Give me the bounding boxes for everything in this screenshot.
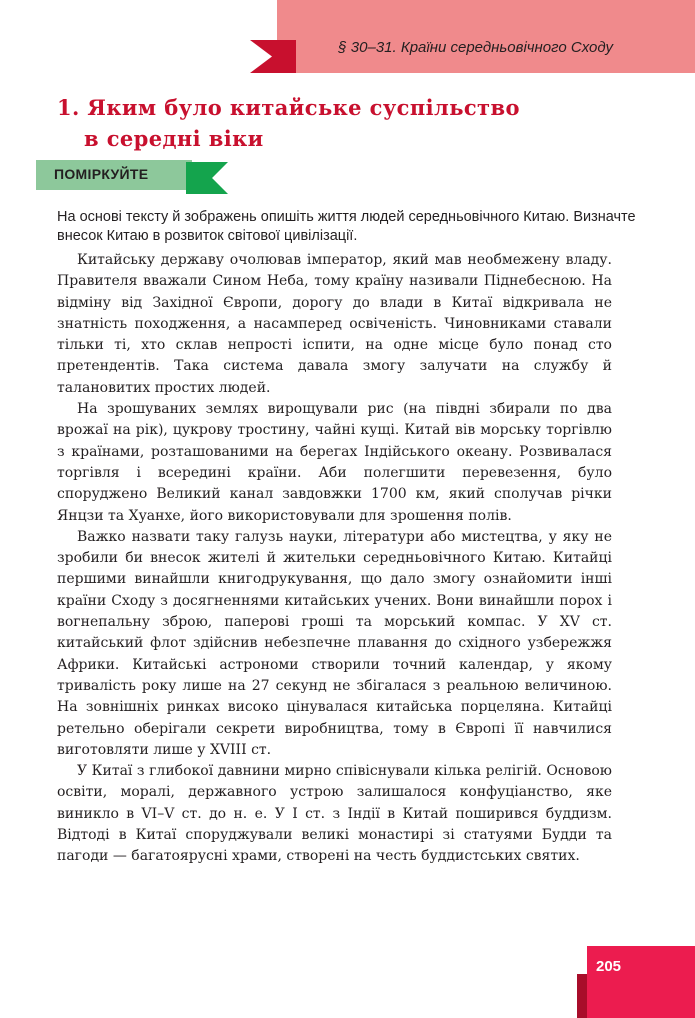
paragraph: Важко назвати таку галузь науки, літератури або мистецтва, у яку не зробили би внесок жителі й жительки середньовічного Китаю. Китайці першими винайшли книгодрукування, що дало змогу ознайомити інші країни Сходу з досягненнями китайських учених. Вони винайшли порох і вогнепальну зброю, паперові гроші та морський компас. У XV ст. китайський флот здійснив небезпечне плавання до східного узбережжя Африки. Китайські астрономи створили точний календар, у якому тривалість року лише на 27 секунд не збігалася з реальною величиною. На зовнішніх ринках високо цінувалася китайська порцеляна. Китайці ретельно оберігали секрети виробництва, тому в Європі її навчилися виготовляти лише у XVIII ст. <box>57 528 612 758</box>
task-text: На основі тексту й зображень опишіть життя людей середньовічного Китаю. Визначте внесок Китаю в розвиток світової цивілізації. <box>57 209 636 244</box>
section-title-line1: 1. Яким було китайське суспільство <box>57 95 520 120</box>
running-title: § 30–31. Країни середньовічного Сходу <box>338 39 613 56</box>
page-number: 205 <box>596 958 622 975</box>
paragraph: Китайську державу очолював імператор, який мав необмежену владу. Правителя вважали Сином Неба, тому країну називали Піднебесною. На відміну від Західної Європи, дорогу до влади в Китаї відкривала не знатність походження, а насамперед освіченість. Чиновниками ставали тільки ті, хто склав непрості іспити, на одне місце було понад сто претендентів. Така система давала змогу залучати на службу й талановитих простих людей. <box>57 252 612 396</box>
section-title <box>57 92 617 154</box>
paragraph: На зрошуваних землях вирощували рис (на півдні збирали по два врожаї на рік), цукрову тростину, чайні кущі. Китай вів морську торгівлю з країнами, розташованими на берегах Індійського океану. Розвивалася торгівля і всередині країни. Аби полегшити перевезення, було споруджено Великий канал завдовжки 1700 км, який сполучав річки Янцзи та Хуанхе, його використовували для зрошення полів. <box>57 401 612 524</box>
header-ribbon-icon <box>250 40 296 73</box>
think-ribbon-icon <box>186 162 228 194</box>
think-tag <box>36 160 214 194</box>
section-title-line2: в середні віки <box>84 126 264 151</box>
body-text <box>57 250 612 868</box>
page-tab <box>587 946 695 1018</box>
paragraph: У Китаї з глибокої давнини мирно співіснували кілька релігій. Основою освіти, моралі, державного устрою залишалося конфуціанство, яке виникло в VI–V ст. до н. е. У I ст. з Індії в Китай поширився буддизм. Відтоді в Китаї споруджували великі монастирі зі статуями Будди та пагоди — багатоярусні храми, створені на честь буддистських святих. <box>57 763 612 865</box>
think-label: ПОМІРКУЙТЕ <box>54 166 149 182</box>
header-band <box>277 0 695 73</box>
